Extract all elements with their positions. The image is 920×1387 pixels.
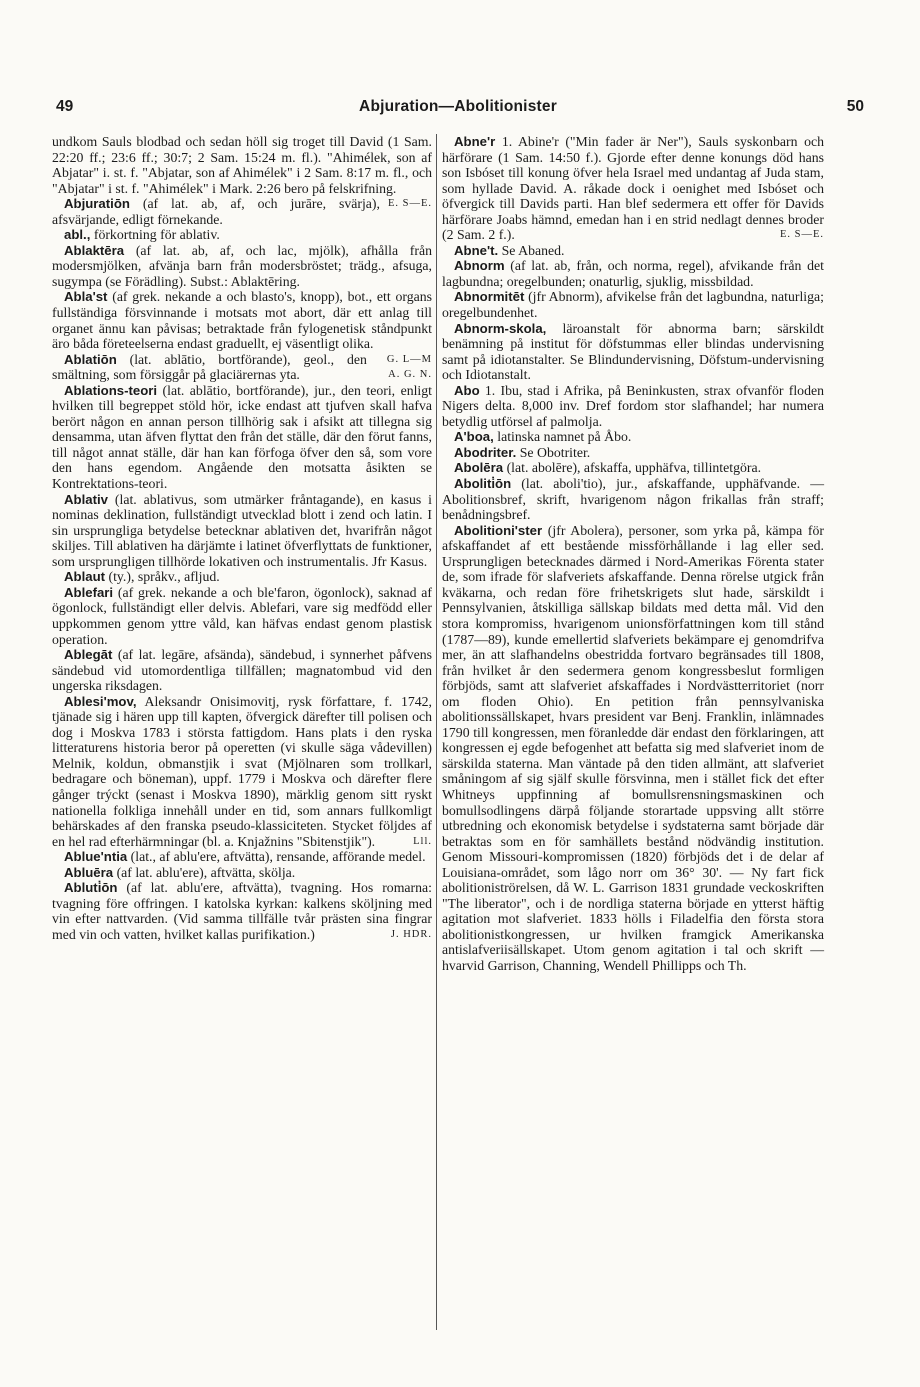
entry-text: (jfr Abolera), personer, som yrka på, kämpa för afskaffandet af ett bestående missförhållande i lag eller sed. Ursprungligen betecknades därmed i Nord-Amerikas Förenta stater de, som ifrade för slafveriets afskaffande. Denna rörelse utgick från kväkarna, och redan före frihetskrigets slut hade, särskildt i Pennsylvanien, åtskilliga sällskap bildats med detta mål. Vid den stora kompromiss, hvarigenom unionsförfattningen kom till stånd (1787—89), kunde emellertid slafveriets bekämpare ej genomdrifva mer, än att slafhandelns obestridda fortvaro begränsades till 1808, från hvilket år den sedermera genom kongressbeslut formligen förbjöds, samt att slafveriet afskaffades i Nordvästterritoriet (norr om floden Ohio). En petition från pennsylvaniska abolitionssällskapet, hvars president var Benj. Franklin, inlämnades 1790 till kongressen, men föranledde där endast den förklaringen, att kongressen ej egde befogenhet att befatta sig med slafveriet inom de särskilda staterna. Man väntade på den tiden allmänt, att slafveriet småningom af sig själf skulle försvinna, men i stället fick det efter Whitneys uppfinning af bomullsrensningsmaskinen och bomullsodlingens därpå följande storartade uppsving allt större utbredning och ekonomisk betydelse i sydstaterna samt började där betraktas som en för samhällets bestånd nödvändig institution. Genom Missouri-kompromissen (1820) förbjöds det i de delar af Louisiana-området, som lågo norr om 36° 30'. — Ny fart fick abolitioniströrelsen, då W. L. Garrison 1831 grundade veckoskriften "The liberator", och i de nordliga staterna började en ytterst häftig agitation mot slafveriet. 1833 hölls i Filadelfia den första stora abolitionistkongressen, ur hvilken framgick Amerikanska antislafveriisällskapet. Utom genom agitation i tal och skrift — hvarvid Garrison, Channing, Wendell Phillipps och Th. [442, 522, 824, 973]
entry-text: (jfr Abnorm), afvikelse från det lagbundna, naturliga; oregelbundenhet. [442, 289, 824, 321]
dictionary-entry [442, 429, 824, 445]
entry-headword: Abnorm-skola, [454, 320, 547, 336]
entry-headword: Abolitioni'ster [454, 522, 543, 538]
text-columns [52, 134, 864, 1330]
left-column [52, 134, 432, 942]
page-header [52, 98, 864, 122]
entry-text: (lat. ablātio, bortförande), geol., den smältning, som försiggår på glaciärernas yta. [52, 351, 367, 383]
author-signature: A. G. N. [388, 369, 432, 381]
dictionary-entry [52, 694, 432, 849]
entry-headword: Abluēra [64, 864, 114, 880]
entry-headword: Ablativ [64, 491, 108, 507]
author-signature: Lll. [413, 835, 432, 847]
entry-headword: Abodriter. [454, 444, 517, 460]
entry-headword: Ablaktēra [64, 242, 125, 258]
entry-text: (lat. ablativus, som utmärker fråntagande), en kasus i nominas deklination, fullständigt utvecklad blott i zend och latin. I sin ursprungliga betydelse betecknar ablativen det, hvarifrån något skiljes. Till ablativen ha därjämte i latinet öfverflyttats de funktioner, som ursprungligen tillhörde lokativen och instrumentalis. Jfr Kasus. [52, 491, 432, 569]
entry-headword: Abne'r [454, 134, 496, 149]
entry-headword: Ablaut [64, 569, 106, 585]
entry-text: (af lat. ab, af, och jurāre, svärja), afsvärjande, edligt förnekande. [52, 196, 380, 227]
entry-text: (lat. aboli'tio), jur., afskaffande, upphäfvande. — Abolitionsbref, skrift, hvarigenom någon frikallas från straff; benådningsbref. [442, 476, 824, 523]
dictionary-entry [442, 243, 824, 259]
dictionary-entry [442, 445, 824, 461]
entry-headword: Ablefari [64, 584, 114, 600]
entry-text: (lat., af ablu'ere, aftvätta), rensande, afförande medel. [130, 849, 426, 865]
entry-headword: Ablatiōn [64, 351, 117, 367]
entry-text: (lat. ablātio, bortförande), jur., den teori, enligt hvilken till begreppet stöld hör, icke endast att tjufven skall hafva berört någon en annan person tillhörig sak i afsikt att tillegna sig densamma, utan äfven flyttat den från det ställe, där den förut fanns, till något annat ställe, där han kan förfoga öfver den så, som vore den hans egendom. Angående den motsatta åsikten se Kontrektations-teori. [52, 382, 433, 492]
author-signature: G. L—M [386, 353, 432, 365]
author-signature: J. HDR. [390, 928, 432, 940]
entry-headword: Abo [454, 382, 480, 398]
dictionary-entry [52, 243, 432, 290]
dictionary-entry [52, 865, 432, 881]
column-rule [436, 134, 437, 1330]
dictionary-entry [442, 383, 824, 430]
entry-headword: Aboliti̇ōn [454, 476, 512, 492]
dictionary-entry [442, 476, 824, 523]
entry-text: (af lat. legāre, afsända), sändebud, i synnerhet påfvens sändebud vid utomordentliga tillfällen; magnatombud vid den ungerska riksdagen. [52, 647, 432, 694]
dictionary-entry [52, 880, 432, 942]
entry-headword: abl., [64, 227, 91, 243]
dictionary-entry [52, 492, 432, 570]
dictionary-entry [52, 196, 432, 227]
page-number-right: 50 [846, 98, 864, 115]
dictionary-entry [52, 647, 432, 694]
dictionary-entry [442, 523, 824, 974]
dictionary-entry [442, 289, 824, 320]
dictionary-entry [442, 460, 824, 476]
entry-headword: Abne't. [454, 242, 499, 258]
entry-text: förkortning för ablativ. [93, 227, 220, 243]
entry-text: (af lat. ablu'ere), aftvätta, skölja. [116, 864, 296, 880]
entry-text: (af grek. nekande a och blasto's, knopp), bot., ett organs fullständiga försvinnande i motsats mot abort, där ett anlag till organet ännu kan påvisas; betraktade från fylogenetisk ståndpunkt äro båda företeelserna endast graduellt, ej väsentligt olika. [52, 289, 432, 352]
author-signature: E. S—E. [387, 198, 432, 210]
dictionary-entry [52, 585, 432, 647]
dictionary-entry [52, 227, 432, 243]
entry-text: (af lat. ab, från, och norma, regel), afvikande från det lagbundna; oregelbunden; onaturlig, sjuklig, missbildad. [442, 258, 825, 289]
entry-text: Aleksandr Onisimovitj, rysk författare, f. 1742, tjänade sig i hären upp till kapten, öfvergick därefter till polisen och dog i Moskva 1783 i största fattigdom. Hans plats i den ryska litteraturens historia beror på operetten (vi skulle säga vådevillen) Melnik, koldun, obmanstjik i svat (Mjölnaren som trollkarl, bedragare och böneman), uppf. 1779 i Moskva och därefter flere gånger trýckt (senast i Moskva 1890), märklig genom sitt ryskt nationella folkliga innehåll under en tid, som annars fullkomligt behärskades af den franska pseudo-klassiciteten. Stycket följdes af en hel rad efterhärmningar (bl. a. Knjažnins "Sbitenstjik"). [52, 693, 432, 849]
entry-headword: Abolēra [454, 460, 504, 476]
entry-headword: Ablegāt [64, 647, 113, 663]
entry-text: (af lat. ab, af, och lac, mjölk), afhålla från modersmjölken, afvänja barn från modersbröstet; trädg., afsuga, sugympa (se Förädling). Subst.: Ablaktēring. [52, 242, 432, 289]
entry-text: 1. Abine'r ("Min fader är Ner"), Sauls syskonbarn och härförare (1 Sam. 14:50 f.). Gjorde efter denne konungs död hans son Isbóset till konung öfver hela Israel med undantag af Juda stam, som hyllade David. A. råkade dock i oenighet med Isbóset och öfvergick till Davids parti. Han blef sedermera ett offer för Davids härförare Joabs hämnd, emedan han i en strid nedlagt dennes broder (2 Sam. 2 f.). [442, 134, 824, 243]
entry-text: läroanstalt för abnorma barn; särskildt benämning på institut för döfstummas eller blindas undervisning samt på idiotanstalter. Se Blindundervisning, Döfstum-undervisning och Idiotanstalt. [442, 320, 824, 383]
entry-text: (ty.), språkv., afljud. [108, 569, 220, 585]
entry-headword: Ablue'ntia [64, 849, 128, 865]
entry-headword: Ablations-teori [64, 382, 158, 398]
entry-text: latinska namnet på Åbo. [497, 429, 632, 445]
dictionary-entry [442, 321, 824, 383]
entry-text: (af grek. nekande a och ble'faron, ögonlock), saknad af ögonlock, fullständigt eller delvis. Ablefari, vare sig medfödd eller uppkommen genom yttre våld, kan häfvas endast genom plastisk operation. [52, 584, 432, 647]
entry-text: 1. Ibu, stad i Afrika, på Beninkusten, strax ofvanför floden Nigers delta. 8,000 inv. Dref fordom stor slafhandel; har numera betydlig utförsel af palmolja. [442, 382, 824, 429]
entry-text: (lat. abolēre), afskaffa, upphäfva, tillintetgöra. [506, 460, 762, 476]
dictionary-entry [442, 134, 824, 243]
dictionary-entry [442, 258, 824, 289]
entry-headword: Abluti̇ōn [64, 880, 118, 896]
dictionary-page [52, 98, 864, 1358]
dictionary-entry [52, 383, 432, 492]
right-column [442, 134, 824, 974]
author-signature: E. S—E. [779, 229, 824, 241]
entry-text: Se Obotriter. [519, 444, 591, 460]
entry-headword: A'boa, [454, 429, 494, 445]
entry-headword: Abjuratiōn [64, 196, 130, 212]
entry-text: undkom Sauls blodbad och sedan höll sig troget till David (1 Sam. 22:20 ff.; 23:6 ff.; 30:7; 2 Sam. 15:24 m. fl.). "Ahimélek, son af Abjatar" i. st. f. "Abjatar, son af Ahimélek" i 2 Sam. 8:17 m. fl., och "Abjatar" i st. f. "Ahimélek" i Mark. 2:26 bero på felskrifning. [52, 134, 432, 196]
dictionary-entry [52, 569, 432, 585]
running-title: Abjuration—Abolitionister [359, 98, 557, 115]
entry-headword: Abnorm [454, 258, 505, 274]
entry-text: Se Abaned. [501, 242, 565, 258]
entry-headword: Abnormitēt [454, 289, 525, 305]
entry-text: (af lat. ablu'ere, aftvätta), tvagning. Hos romarna: tvagning före offringen. I katolska kyrkan: kalkens sköljning med vin efter nattvarden. (Vid samma tillfälle tvår prästen sina fingrar med vin och vatten, hvilket kallas purifikation.) [52, 880, 433, 942]
entry-headword: Ablesi'mov, [64, 693, 137, 709]
dictionary-entry [52, 849, 432, 865]
page-number-left: 49 [56, 98, 74, 115]
entry-headword: Abla'st [64, 289, 108, 305]
